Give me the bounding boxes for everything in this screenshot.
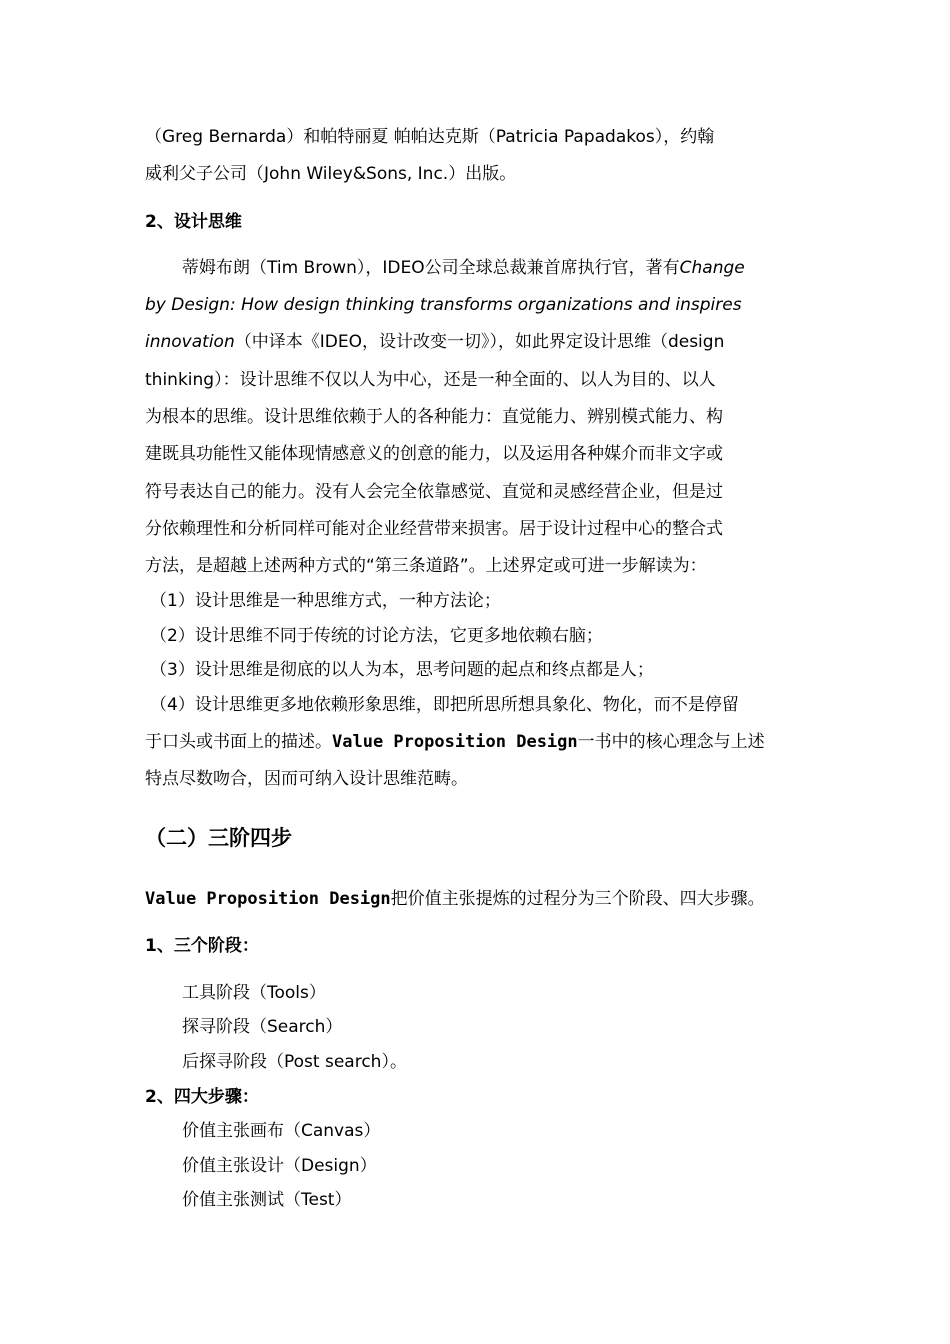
list-item: （4）设计思维更多地依赖形象思维，即把所思所想具象化、物化，而不是停留: [150, 695, 739, 715]
section-title: （二）三阶四步: [145, 826, 292, 850]
step-item: 价值主张测试（Test）: [182, 1190, 352, 1210]
stage-item: 后探寻阶段（Post search）。: [182, 1052, 407, 1072]
paragraph-line: thinking）：设计思维不仅以人为中心，还是一种全面的、以人为目的、以人: [145, 370, 716, 390]
step-item: 价值主张画布（Canvas）: [182, 1121, 381, 1141]
section-heading-design-thinking: 2、设计思维: [145, 212, 242, 232]
book-title-fragment: Change: [679, 258, 745, 278]
paragraph-line: 建既具功能性又能体现情感意义的创意的能力，以及运用各种媒介而非文字或: [145, 444, 723, 464]
book-title-fragment: innovation: [145, 332, 235, 352]
book-title-fragment: by Design: How design thinking transforms organizations and inspires: [145, 295, 742, 315]
paragraph-line: 方法，是超越上述两种方式的“第三条道路”。上述界定或可进一步解读为：: [145, 556, 707, 576]
book-title-line: [145, 294, 805, 316]
paragraph-line: [145, 731, 765, 753]
paragraph-line: [182, 257, 745, 279]
list-item: （1）设计思维是一种思维方式，一种方法论；: [150, 591, 501, 611]
paragraph-line: 特点尽数吻合，因而可纳入设计思维范畴。: [145, 769, 468, 789]
book-title-bold: Value Proposition Design: [332, 732, 578, 752]
paragraph-line: 符号表达自己的能力。没有人会完全依靠感觉、直觉和灵感经营企业，但是过: [145, 482, 723, 502]
paragraph-text: 蒂姆布朗（Tim Brown），IDEO公司全球总裁兼首席执行官，著有: [182, 258, 680, 278]
paragraph-line: （Greg Bernarda）和帕特丽夏 帕帕达克斯（Patricia Papadakos），约翰: [145, 127, 715, 147]
paragraph-line: [145, 331, 724, 353]
subheading-steps: 2、四大步骤：: [145, 1087, 259, 1107]
list-item: （3）设计思维是彻底的以人为本，思考问题的起点和终点都是人；: [150, 660, 654, 680]
paragraph-line: 分依赖理性和分析同样可能对企业经营带来损害。居于设计过程中心的整合式: [145, 519, 723, 539]
paragraph-text: 于口头或书面上的描述。: [145, 732, 332, 752]
stage-item: 探寻阶段（Search）: [182, 1017, 343, 1037]
book-title-bold: Value Proposition Design: [145, 889, 391, 909]
paragraph-text: 把价值主张提炼的过程分为三个阶段、四大步骤。: [390, 889, 765, 909]
paragraph-text: 一书中的核心理念与上述: [577, 732, 765, 752]
step-item: 价值主张设计（Design）: [182, 1156, 377, 1176]
paragraph-line: [145, 888, 765, 910]
list-item: （2）设计思维不同于传统的讨论方法，它更多地依赖右脑；: [150, 626, 603, 646]
paragraph-line: 为根本的思维。设计思维依赖于人的各种能力：直觉能力、辨别模式能力、构: [145, 407, 723, 427]
paragraph-text: （中译本《IDEO，设计改变一切》），如此界定设计思维（design: [234, 332, 725, 352]
paragraph-line: 威利父子公司（John Wiley&Sons, Inc.）出版。: [145, 164, 517, 184]
subheading-stages: 1、三个阶段：: [145, 936, 259, 956]
stage-item: 工具阶段（Tools）: [182, 983, 326, 1003]
